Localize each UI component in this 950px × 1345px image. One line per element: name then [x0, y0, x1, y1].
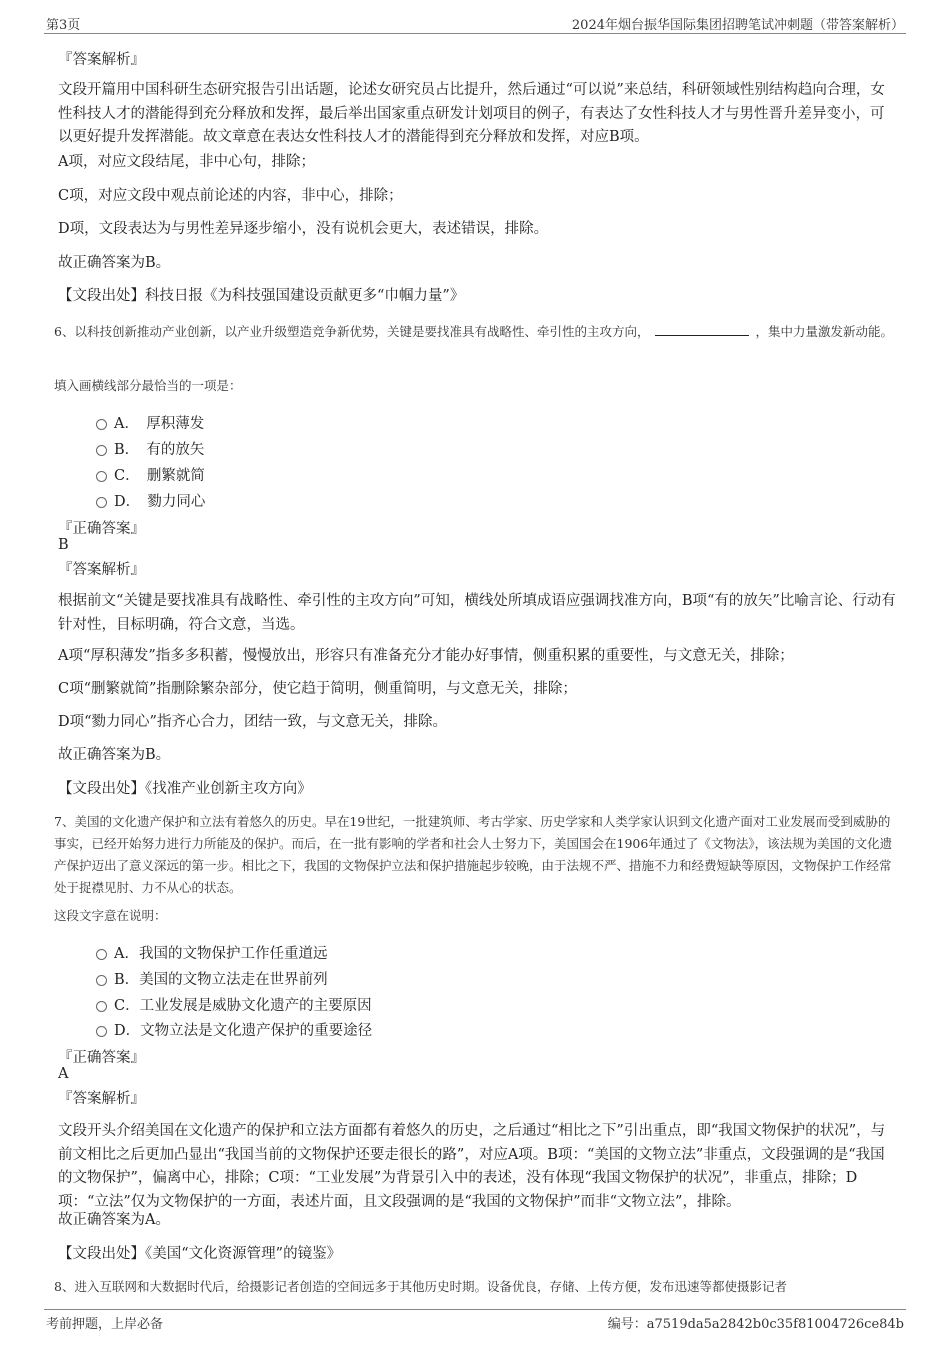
question-6-option-a[interactable]: A． 厚积薄发: [96, 412, 204, 433]
analysis-label: 『答案解析』: [58, 52, 145, 68]
question-6-stem: [54, 321, 896, 343]
source-citation: 【文段出处】《找准产业创新主攻方向》: [58, 781, 312, 797]
radio-button[interactable]: [96, 497, 107, 508]
document-title: 2024年烟台振华国际集团招聘笔试冲刺题（带答案解析）: [571, 18, 904, 33]
footer-divider: [44, 1309, 906, 1310]
analysis-text: 文段开篇用中国科研生态研究报告引出话题，论述女研究员占比提升，然后通过“可以说”来总结，科研领域性别结构趋向合理，女性科技人才的潜能得到充分释放和发挥，最后举出国家重点研发计划项目的例子，有表达了女性科技人才与男性晋升差异变小，可以更好提升发挥潜能。故文章意在表达女性科技人才的潜能得到充分释放和发挥，对应B项。: [58, 82, 885, 145]
answer-conclusion: 故正确答案为B。: [58, 747, 171, 763]
header-divider: [44, 33, 906, 34]
question-6-stem-part-1: 6、以科技创新推动产业创新，以产业升级塑造竞争新优势，关键是要找准具有战略性、牵引性的主攻方向，: [54, 324, 650, 339]
question-7-stem: 7、美国的文化遗产保护和立法有着悠久的历史。早在19世纪，一批建筑师、考古学家、历史学家和人类学家认识到文化遗产面对工业发展而受到威胁的事实，已经开始努力进行力所能及的保护。而后，在一批有影响的学者和社会人士努力下，美国国会在1906年通过了《文物法》，该法规为美国的文化遗产保护迈出了意义深远的第一步。相比之下，我国的文物保护立法和保护措施起步较晚，由于法规不严、措施不力和经费短缺等原因，文物保护工作经常处于捉襟见肘、力不从心的状态。: [54, 814, 893, 895]
question-7-option-d[interactable]: D．文物立法是文化遗产保护的重要途径: [96, 1019, 372, 1040]
analysis-option-a: A项，对应文段结尾，非中心句，排除；: [58, 154, 315, 170]
footer-slogan: 考前押题，上岸必备: [46, 1317, 164, 1332]
question-8-stem: 8、进入互联网和大数据时代后，给摄影记者创造的空间远多于其他历史时期。设备优良，存储、上传方便，发布迅速等都使摄影记者: [54, 1279, 787, 1294]
analysis-option-d: D项，文段表达为与男性差异逐步缩小，没有说机会更大，表述错误，排除。: [58, 221, 549, 237]
question-6-prompt: 填入画横线部分最恰当的一项是：: [54, 378, 242, 393]
question-6-option-b[interactable]: B． 有的放矢: [96, 438, 204, 459]
correct-answer-label: 『正确答案』: [58, 521, 145, 537]
radio-button[interactable]: [96, 1001, 107, 1012]
analysis-label: 『答案解析』: [58, 1091, 145, 1107]
radio-button[interactable]: [96, 949, 107, 960]
question-6-option-d[interactable]: D． 勠力同心: [96, 490, 205, 511]
radio-button[interactable]: [96, 1026, 107, 1037]
radio-button[interactable]: [96, 471, 107, 482]
document-id: 编号：a7519da5a2842b0c35f81004726ce84b: [607, 1317, 904, 1332]
analysis-option-c: C项“删繁就简”指删除繁杂部分，使它趋于简明，侧重简明，与文意无关，排除；: [58, 681, 577, 697]
correct-answer: A: [58, 1066, 69, 1082]
question-7-option-a[interactable]: A．我国的文物保护工作任重道远: [96, 942, 327, 963]
analysis-option-d: D项“勠力同心”指齐心合力，团结一致，与文意无关，排除。: [58, 714, 447, 730]
radio-button[interactable]: [96, 975, 107, 986]
answer-conclusion: 故正确答案为A。: [58, 1212, 170, 1228]
analysis-label: 『答案解析』: [58, 562, 145, 578]
radio-button[interactable]: [96, 445, 107, 456]
analysis-option-c: C项，对应文段中观点前论述的内容，非中心，排除；: [58, 188, 403, 204]
correct-answer: B: [58, 537, 69, 553]
page-number: 第3页: [46, 18, 81, 33]
source-citation: 【文段出处】科技日报《为科技强国建设贡献更多“巾帼力量”》: [58, 288, 465, 304]
answer-conclusion: 故正确答案为B。: [58, 255, 171, 271]
question-7-option-b[interactable]: B．美国的文物立法走在世界前列: [96, 968, 328, 989]
analysis-text: 根据前文“关键是要找准具有战略性、牵引性的主攻方向”可知，横线处所填成语应强调找准方向，B项“有的放矢”比喻言论、行动有针对性，目标明确，符合文意，当选。: [58, 593, 896, 633]
source-citation: 【文段出处】《美国“文化资源管理”的镜鉴》: [58, 1246, 342, 1262]
answer-blank: [655, 325, 749, 336]
question-7-option-c[interactable]: C．工业发展是威胁文化遗产的主要原因: [96, 994, 372, 1015]
analysis-option-a: A项“厚积薄发”指多多积蓄，慢慢放出，形容只有准备充分才能办好事情，侧重积累的重要性，与文意无关，排除；: [58, 648, 794, 664]
radio-button[interactable]: [96, 419, 107, 430]
analysis-text: 文段开头介绍美国在文化遗产的保护和立法方面都有着悠久的历史，之后通过“相比之下”引出重点，即“我国文物保护的状况”，与前文相比之后更加凸显出“我国当前的文物保护还要走很长的路”，对应A项。B项：“美国的文物立法”非重点，文段强调的是“我国的文物保护”，偏离中心，排除；C项：“工业发展”为背景引入中的表述，没有体现“我国文物保护的状况”，非重点，排除；D项：“立法”仅为文物保护的一方面，表述片面，且文段强调的是“我国的文物保护”而非“文物立法”，排除。: [58, 1123, 886, 1210]
question-6-option-c[interactable]: C． 删繁就简: [96, 464, 205, 485]
question-7-prompt: 这段文字意在说明：: [54, 908, 167, 923]
question-6-stem-part-2: ，集中力量激发新动能。: [755, 324, 893, 339]
correct-answer-label: 『正确答案』: [58, 1050, 145, 1066]
